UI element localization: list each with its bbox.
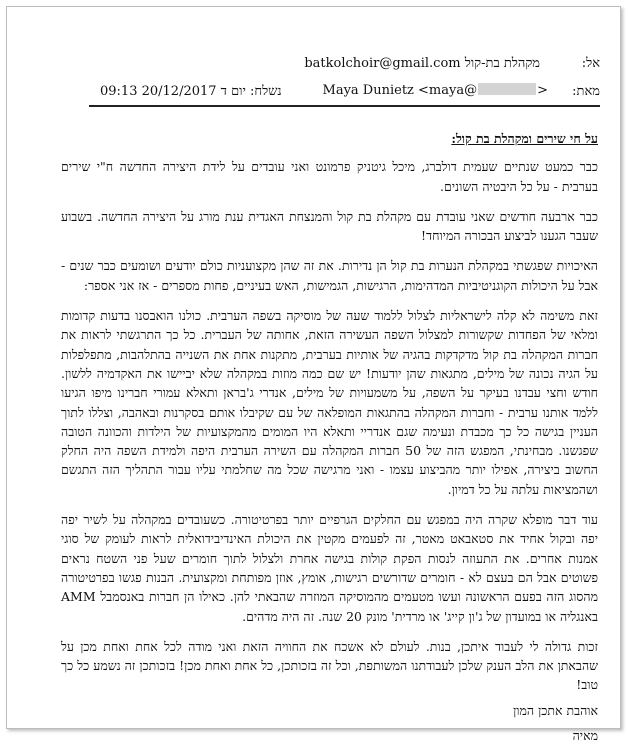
signature: מאיה bbox=[572, 728, 598, 744]
sent-date: נשלח: יום ד 20/12/2017 09:13 bbox=[100, 84, 282, 99]
letter-title: על חי שירים ומקהלת בת קול: bbox=[451, 131, 598, 146]
from-value-name: Maya Dunietz <maya@ bbox=[322, 83, 478, 98]
paragraph-4: זאת משימה לא קלה לישראליות לצלול ללמוד שעה של מוסיקה בשפה הערבית. כולנו הואבסנו בדעות קדומות ומלאי של הפחדות שקשורות למצלול השפה העשירה הזאת, אחותה של העברית. כל כך התרגשתי לראות את חברות המקהלה בת קול מדקדקות בהגיה של אותיות בערבית, מתקנות אחת את השנייה בהתלהבות, מתפלפלות על הגיה נכונה של מילים, מתגאות שהן יודעות! יש שם כמה מוזות במקהלה שלא יביישו את האקדמיה ללשון. חודש וחצי עבדנו בעיקר על השפה, על משמעויות של מילים, אנדרי ג'בראן ותאלא עמורי חברינו מיפו הגיעו ללמד אותנו ערבית - וחברות המקהלה בהתגאות המופלאה של עם שקיבלו אותם בסקרנות ובאהבה, וצללו לתוך העניין בגישה כל כך מכבדת ונעימה שגם אנדריי ותאלא היו המומים מהמקצועיות של הילדות והכוונה הטובה שפגשנו. מבחינתי, המפגש הזה של 50 חברות המקהלה עם השירה הערבית היפה ולמידת השפה היה החלק החשוב ביצירה, אפילו יותר מהביצוע עצמו - ואני מרגישה שכל מה שחלמתי עליו עבור התהליך הזה התגשם ושהמציאות עלתה על כל דמיון. bbox=[61, 308, 598, 497]
letter-page bbox=[6, 6, 621, 744]
paragraph-3: האיכויות שפגשתי במקהלת הנערות בת קול הן נדירות. את זה שהן מקצועניות כולם יודעים ושומעים כבר שנים - אבל על היכולות הקוגניטיביות המדהימות, הרגישות, הגמישות, האש בעיניים, פחות מספרים - אז אני אספר: bbox=[61, 258, 598, 293]
from-value bbox=[323, 83, 548, 98]
to-value: מקהלת בת-קול batkolchoir@gmail.com bbox=[304, 56, 540, 71]
redacted-email bbox=[478, 83, 536, 95]
letter-body bbox=[61, 129, 598, 751]
paragraph-2: כבר ארבעה חודשים שאני עובדת עם מקהלת בת קול והמנצחת האגדית ענת מורג על היצירה החדשה. בשבוע שעבר הגענו לביצוע הבכורה המיוחד! bbox=[61, 208, 598, 244]
paragraph-5: עוד דבר מופלא שקרה היה במפגש עם החלקים הגרפיים יותר בפרטיטורה. כשעובדים במקהלה על לשיר יפה יפה ובקול אחיד את סטאבאט מאטר, זה לפעמים מקטין את היכולת האינדיבידואלית לראות לעומק של סוגי אמנות אחרים. את התעוזה לנסות הפקת קולות בגישה אחרת ולצלול לתוך חומרים שעל פני השטח נראים פשוטים אבל הם בעצם לא - חומרים שדורשים רגישות, אומץ, אוזן מפותחת ומקצועית. הבנות פגשו בפרטיטורה מהסוג הזה בפעם הראשונה ועשו מטעמים מהמוסיקה המוזרה שהבאתי להן. כאילו הן חברות באנסמבל AMM באנגליה או במועדון של ג'ון קייג' או מרדית' מונק 20 שנה. זה היה מדהים. bbox=[61, 512, 598, 624]
to-label: אל: bbox=[581, 56, 600, 71]
paragraph-1: כבר כמעט שנתיים שעמית דולברג, מיכל גיטניק פרמונט ואני עובדים על לידת היצירה החדשה ח"י שירים בערבית - על כל היבטיה השונים. bbox=[61, 159, 598, 194]
header-to-row bbox=[37, 55, 600, 73]
from-value-end: > bbox=[537, 83, 548, 98]
from-label: מאת: bbox=[572, 84, 600, 99]
closing-line: אוהבת אתכן המון bbox=[513, 702, 598, 718]
paragraph-6: זכות גדולה לי לעבוד איתכן, בנות. לעולם לא אשכח את החוויה הזאת ואני מודה לכל אחת ואחת מכן על שהבאתן את הלב הענק שלכן לעבודתנו המשותפת, וכל זה בזכותכן, כל אחת ואחת מכן! בזכותכן זה נשמע כל כך טוב! bbox=[61, 638, 598, 693]
header-divider bbox=[89, 105, 600, 107]
